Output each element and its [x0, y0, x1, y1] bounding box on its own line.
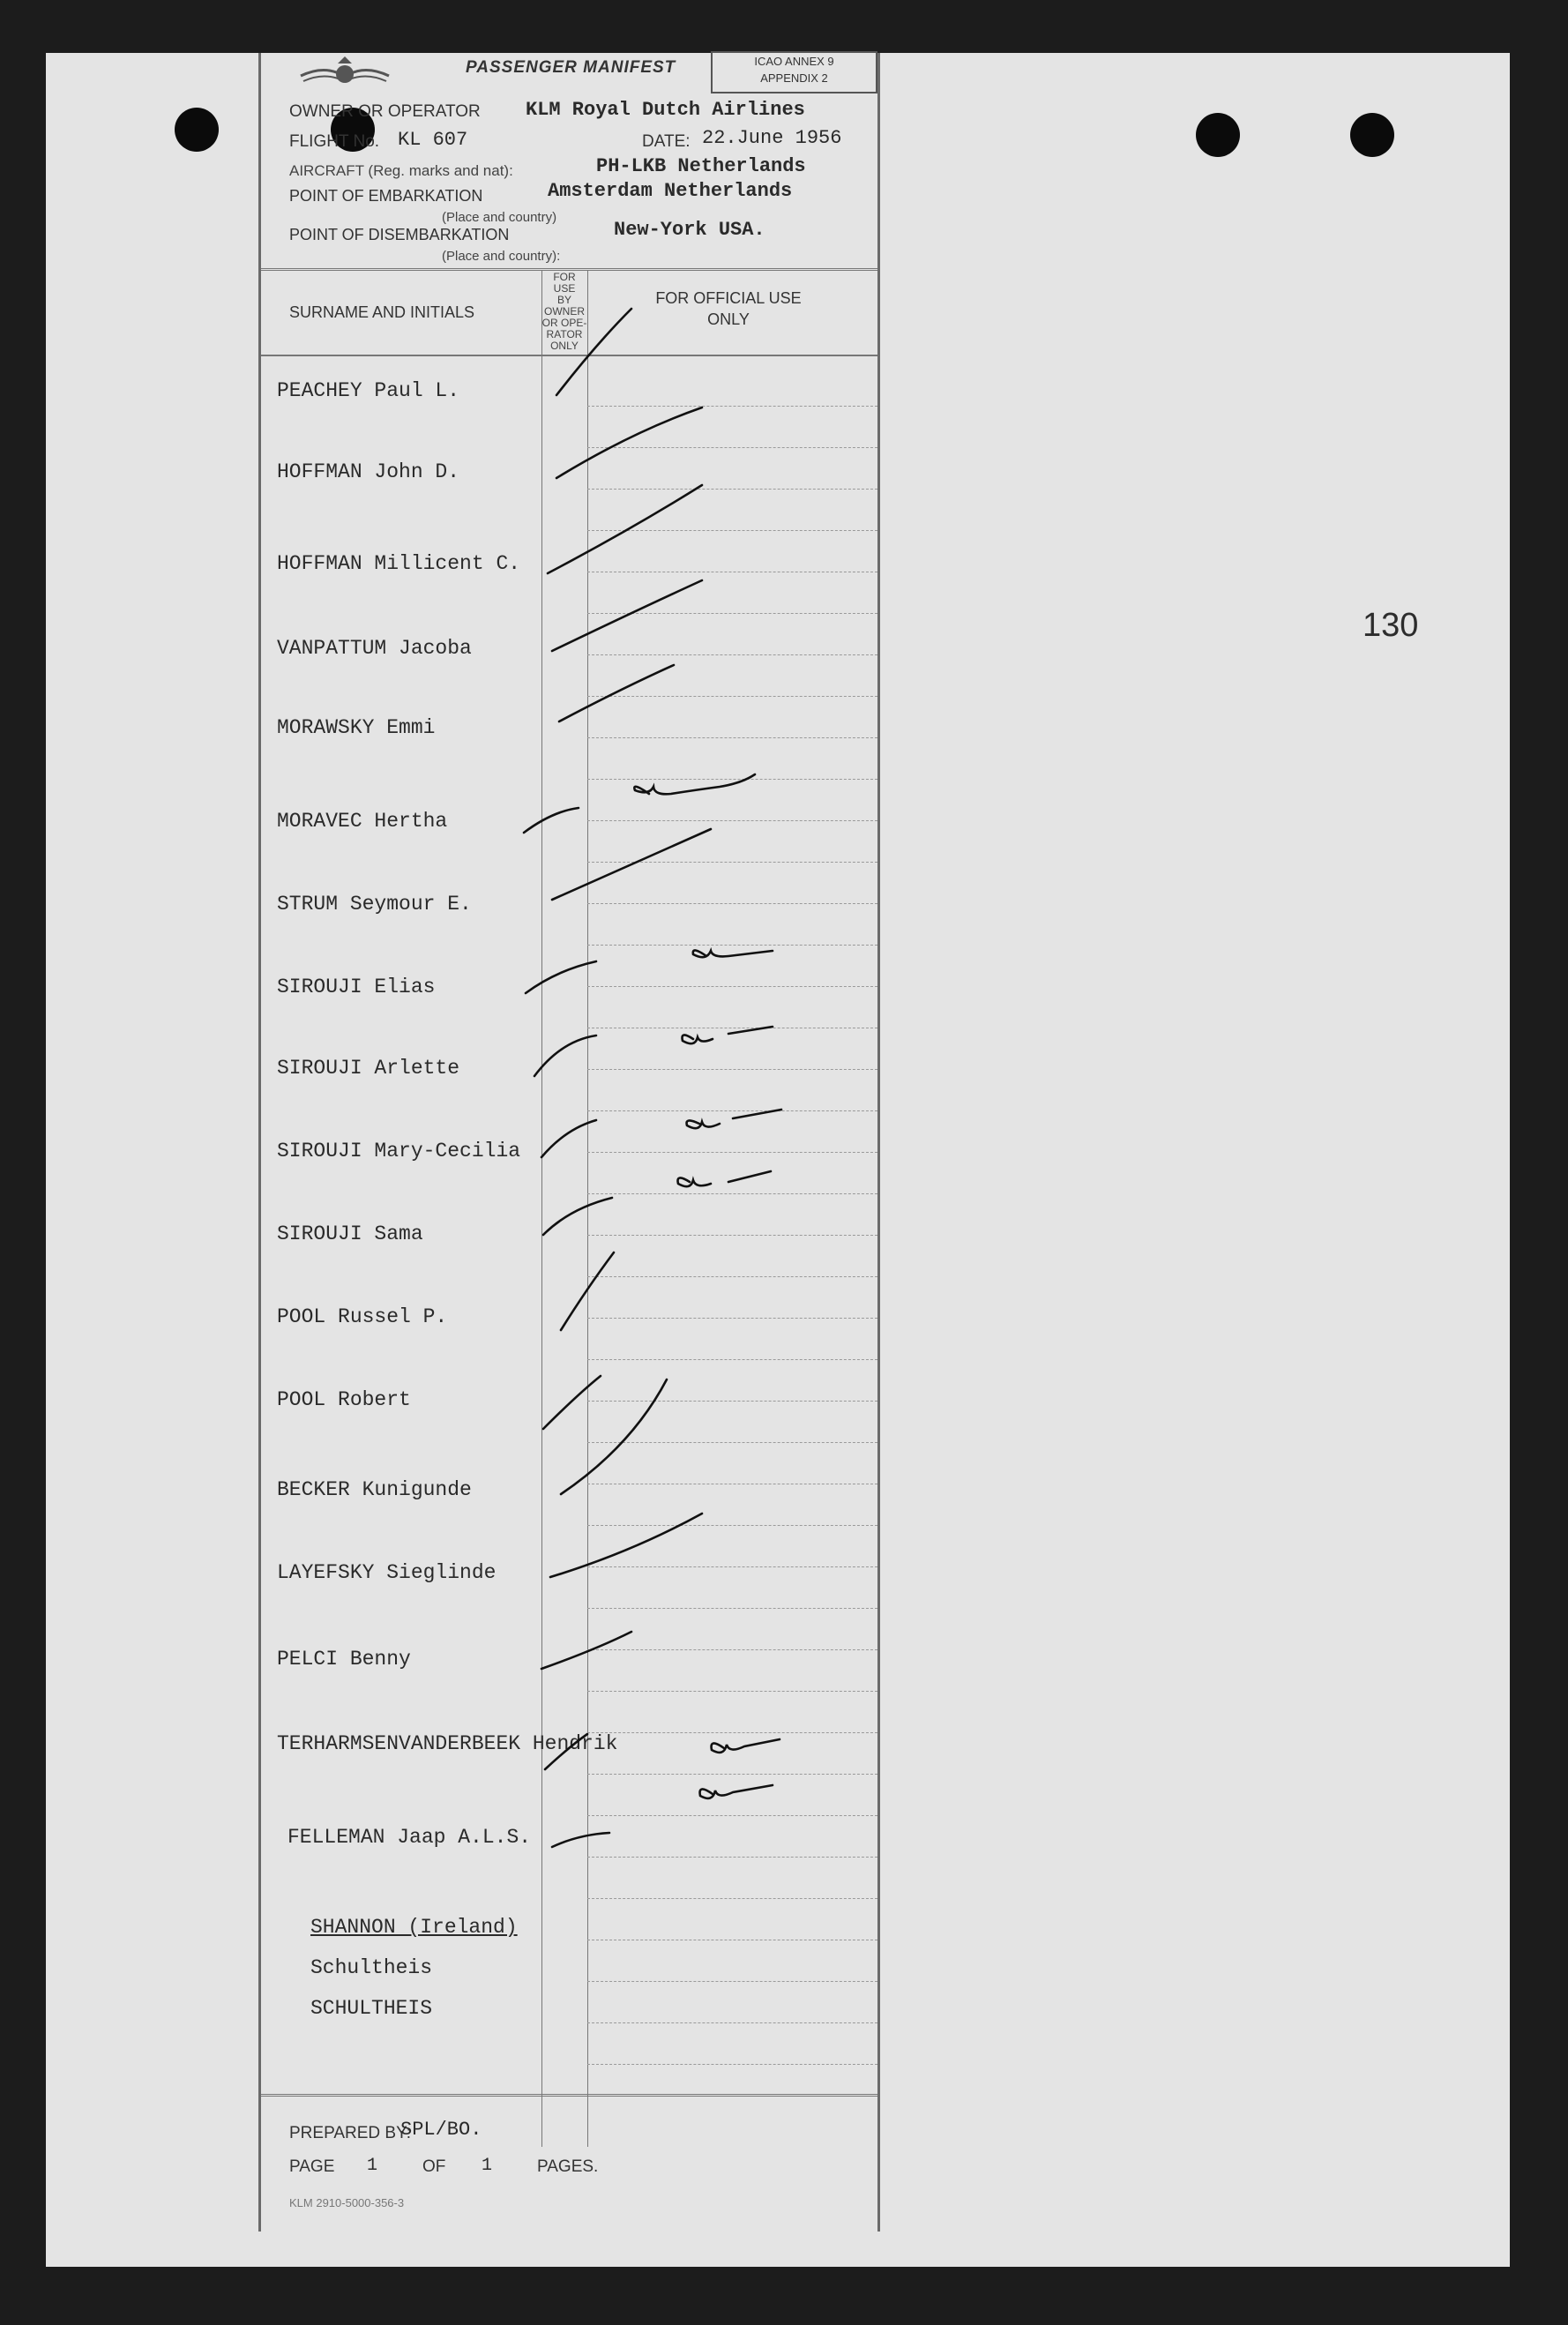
row-guide-line [587, 1069, 877, 1070]
row-guide-line [587, 613, 877, 614]
owner-value: KLM Royal Dutch Airlines [526, 99, 805, 121]
passenger-name: FELLEMAN Jaap A.L.S. [287, 1826, 532, 1849]
place-country-note: (Place and country) [442, 210, 557, 225]
passenger-name: VANPATTUM Jacoba [277, 637, 472, 660]
handwritten-a-mark-icon [700, 1785, 773, 1798]
passenger-name: TERHARMSENVANDERBEEK Hendrik [277, 1732, 618, 1755]
handwritten-a-mark-icon [712, 1739, 780, 1753]
owner-use-line: FOR USE [553, 271, 576, 295]
punch-hole [1350, 113, 1394, 157]
row-guide-line [587, 1276, 877, 1277]
handwritten-a-mark-icon [693, 950, 773, 957]
passenger-name: PELCI Benny [277, 1648, 411, 1671]
row-guide-line [587, 1235, 877, 1236]
owner-label: OWNER OR OPERATOR [289, 102, 481, 121]
check-mark-icon [548, 485, 702, 573]
icao-annex-box [711, 51, 877, 93]
row-guide-line [587, 862, 877, 863]
check-mark-icon [543, 1198, 612, 1235]
row-guide-line [587, 696, 877, 697]
row-guide-line [587, 1815, 877, 1816]
check-mark-icon [559, 665, 674, 721]
flight-value: KL 607 [398, 129, 468, 151]
row-guide-line [587, 530, 877, 531]
official-use-line: ONLY [707, 310, 750, 328]
passenger-name: POOL Robert [277, 1388, 411, 1411]
official-use-line: FOR OFFICIAL USE [655, 289, 802, 307]
row-guide-line [587, 1691, 877, 1692]
row-guide-line [587, 2022, 877, 2023]
row-guide-line [587, 1359, 877, 1360]
row-guide-line [587, 1110, 877, 1111]
check-mark-icon [556, 407, 702, 478]
date-value: 22.June 1956 [702, 127, 842, 149]
place-country-note: (Place and country): [442, 249, 561, 264]
passenger-manifest-form [258, 53, 880, 2232]
punch-hole [175, 108, 219, 152]
punch-hole [1196, 113, 1240, 157]
embarkation-value: Amsterdam Netherlands [548, 180, 793, 202]
row-guide-line [587, 1442, 877, 1443]
passenger-name: HOFFMAN John D. [277, 460, 460, 483]
owner-use-column-header [541, 272, 587, 352]
check-mark-icon [561, 1379, 667, 1494]
row-guide-line [587, 737, 877, 738]
disembarkation-value: New-York USA. [614, 219, 765, 241]
row-guide-line [587, 986, 877, 987]
row-guide-line [587, 2064, 877, 2065]
check-mark-icon [526, 961, 596, 993]
row-guide-line [587, 1318, 877, 1319]
check-mark-icon [541, 1632, 631, 1669]
embarkation-label: POINT OF EMBARKATION [289, 187, 483, 205]
check-mark-icon [524, 808, 579, 833]
owner-use-line: BY [556, 294, 571, 306]
row-guide-line [587, 1774, 877, 1775]
official-use-column-header [631, 288, 825, 330]
aircraft-value: PH-LKB Netherlands [596, 155, 806, 177]
owner-use-line: ONLY [550, 340, 579, 352]
check-mark-icon [552, 829, 711, 900]
of-label: OF [422, 2157, 446, 2176]
row-guide-line [587, 820, 877, 821]
header-bottom-divider [261, 355, 877, 356]
row-guide-line [587, 1649, 877, 1650]
owner-column-divider [541, 270, 542, 2147]
row-guide-line [587, 903, 877, 904]
note-line: SHANNON (Ireland) [310, 1916, 518, 1939]
passenger-name: MORAVEC Hertha [277, 810, 448, 833]
passenger-name: PEACHEY Paul L. [277, 379, 460, 402]
passenger-name: SIROUJI Arlette [277, 1057, 460, 1080]
check-mark-icon [550, 1514, 702, 1577]
page-label: PAGE [289, 2157, 335, 2176]
passenger-name: SIROUJI Mary-Cecilia [277, 1140, 521, 1162]
row-guide-line [587, 489, 877, 490]
note-line: SCHULTHEIS [310, 1997, 433, 2020]
owner-column-divider [587, 270, 588, 2147]
passenger-name: LAYEFSKY Sieglinde [277, 1561, 497, 1584]
handwritten-a-mark-icon [678, 1171, 771, 1186]
note-line: Schultheis [310, 1956, 433, 1979]
owner-use-line: RATOR [546, 328, 583, 340]
passenger-name: STRUM Seymour E. [277, 893, 472, 916]
row-guide-line [587, 1401, 877, 1402]
icao-appendix-line: APPENDIX 2 [760, 71, 828, 85]
page-value: 1 [367, 2156, 378, 2176]
form-title: PASSENGER MANIFEST [466, 58, 676, 77]
row-guide-line [587, 1566, 877, 1567]
flight-label: FLIGHT No. [289, 132, 380, 151]
row-guide-line [587, 1857, 877, 1858]
of-value: 1 [482, 2156, 493, 2176]
aircraft-label: AIRCRAFT (Reg. marks and nat): [289, 162, 513, 179]
date-label: DATE: [642, 132, 691, 151]
surname-column-header: SURNAME AND INITIALS [289, 303, 475, 321]
check-mark-icon [552, 580, 702, 651]
passenger-name: SIROUJI Elias [277, 976, 436, 998]
row-guide-line [587, 779, 877, 780]
disembarkation-label: POINT OF DISEMBARKATION [289, 226, 510, 243]
form-code: KLM 2910-5000-356-3 [289, 2196, 405, 2209]
row-guide-line [587, 1608, 877, 1609]
footer-divider [261, 2094, 877, 2097]
owner-use-line: OR OPE- [541, 317, 587, 329]
page-number: 130 [1363, 607, 1419, 644]
passenger-name: SIROUJI Sama [277, 1222, 423, 1245]
handwritten-a-mark-icon [683, 1027, 773, 1043]
row-guide-line [587, 1732, 877, 1733]
pages-label: PAGES. [537, 2157, 599, 2176]
passenger-name: MORAWSKY Emmi [277, 716, 436, 739]
row-guide-line [587, 406, 877, 407]
check-mark-icon [543, 1376, 601, 1429]
row-guide-line [587, 1981, 877, 1982]
passenger-name: BECKER Kunigunde [277, 1478, 472, 1501]
row-guide-line [587, 1525, 877, 1526]
row-guide-line [587, 1193, 877, 1194]
row-guide-line [587, 654, 877, 655]
icao-annex-line: ICAO ANNEX 9 [754, 55, 834, 68]
passenger-name: HOFFMAN Millicent C. [277, 552, 521, 575]
passenger-name: POOL Russel P. [277, 1305, 448, 1328]
prepared-by-value: SPL/BO. [400, 2119, 482, 2141]
row-guide-line [587, 1898, 877, 1899]
row-guide-line [587, 945, 877, 946]
row-guide-line [587, 447, 877, 448]
check-mark-icon [552, 1833, 609, 1847]
owner-use-line: OWNER [544, 305, 585, 318]
klm-crown-logo-icon [296, 53, 393, 97]
handwritten-a-mark-icon [634, 774, 755, 794]
prepared-by-label: PREPARED BY: [289, 2124, 411, 2142]
handwritten-a-mark-icon [687, 1110, 781, 1128]
row-guide-line [587, 1152, 877, 1153]
